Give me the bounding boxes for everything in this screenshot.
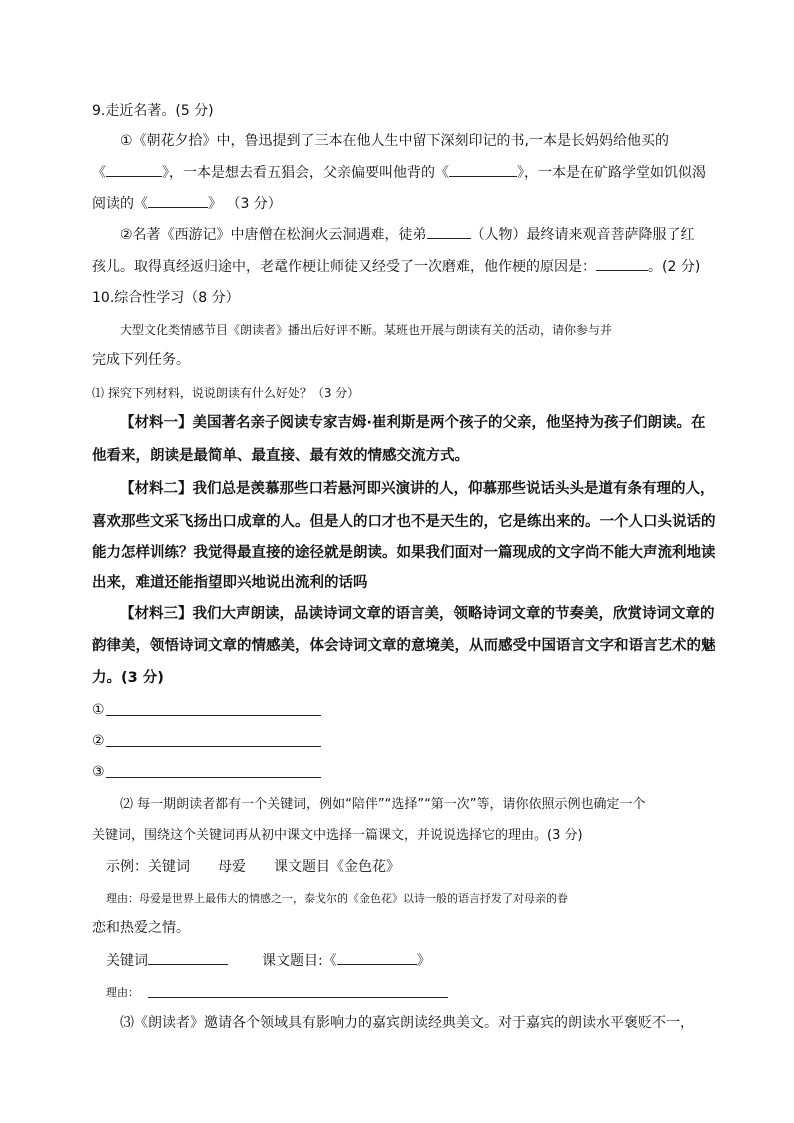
q10-sub2-line2: 关键词，围绕这个关键词再从初中课文中选择一篇课文，并说说选择它的理由。(3 分): [92, 828, 583, 843]
answer-line-3[interactable]: [106, 777, 321, 778]
q9-p1-line2-b: 》，一本是想去看五猖会，父亲偏要叫他背的《: [162, 165, 449, 181]
answer-mark-3: ③: [92, 764, 105, 780]
q9-p2-line1-a: ②名著《西游记》中唐僧在松涧火云洞遇难，徒弟: [120, 227, 427, 243]
answer-blank-book2[interactable]: [449, 162, 517, 177]
q9-heading: 9.走近名著。(5 分): [92, 103, 214, 119]
material1-line1: 【材料一】美国著名亲子阅读专家吉姆·崔利斯是两个孩子的父亲，他坚持为孩子们朗读。在: [120, 415, 706, 431]
q9-p1-line2-c: 》，一本是在矿路学堂如饥似渴: [517, 165, 706, 181]
material3-line2: 韵律美，领悟诗词文章的情感美，体会诗词文章的意境美，从而感受中国语言文字和语言艺术的魅: [92, 638, 716, 654]
q9-p1-line2-a: 《: [92, 165, 106, 181]
keyword-blank[interactable]: [148, 950, 228, 965]
reason-blank-line[interactable]: [148, 997, 448, 998]
reason-example-line1: 理由：母爱是世界上最伟大的情感之一，泰戈尔的《金色花》以诗一般的语言抒发了对母亲的眷: [106, 892, 568, 905]
title-row: [262, 950, 431, 971]
q9-p2-line1-b: （人物）最终请来观音菩萨降服了红: [470, 227, 695, 243]
q9-p1-line2: [92, 162, 706, 183]
q10-intro-line1: 大型文化类情感节目《朗读者》播出后好评不断。某班也开展与朗读有关的活动，请你参与并: [120, 323, 613, 337]
q9-p1-line3: [92, 193, 282, 214]
title-blank[interactable]: [337, 950, 417, 965]
answer-blank-reason[interactable]: [596, 256, 648, 271]
material3-line1: 【材料三】我们大声朗读，品读诗词文章的语言美，领略诗词文章的节奏美，欣赏诗词文章的: [120, 606, 715, 622]
keyword-row: [106, 950, 228, 971]
example-line: 示例：关键词 母爱 课文题目《金色花》: [106, 859, 400, 875]
answer-blank-book3[interactable]: [148, 193, 208, 208]
q10-heading: 10.综合性学习（8 分）: [92, 290, 240, 306]
material2-line1: 【材料二】我们总是羡慕那些口若悬河即兴演讲的人，仰慕那些说话头头是道有条有理的人，: [120, 481, 715, 497]
title-close: 》: [416, 953, 431, 969]
q9-p2-line2-b: 。(2 分): [648, 259, 701, 275]
answer-line-2[interactable]: [106, 746, 321, 747]
q10-sub3: ⑶《朗读者》邀请各个领域具有影响力的嘉宾朗读经典美文。对于嘉宾的朗读水平褒贬不一，: [120, 1015, 694, 1031]
q10-intro-line2: 完成下列任务。: [92, 352, 190, 368]
material3-line3: 力。(3 分): [92, 670, 164, 686]
keyword-label: 关键词: [106, 953, 148, 969]
material1-line2: 他看来，朗读是最简单、最直接、最有效的情感交流方式。: [92, 448, 469, 464]
q9-p2-line2: [92, 256, 700, 277]
q9-p1-line3-b: 》 （3 分）: [208, 196, 282, 212]
q9-p1-line1: ①《朝花夕拾》中，鲁迅提到了三本在他人生中留下深刻印记的书,一本是长妈妈给他买的: [120, 133, 669, 149]
q10-sub2-line1: ⑵ 每一期朗读者都有一个关键词，例如“陪伴”“选择”“第一次”等，请你依照示例也确定一个: [120, 797, 646, 812]
answer-mark-1: ①: [92, 702, 105, 718]
answer-blank-character[interactable]: [427, 224, 471, 239]
answer-line-1[interactable]: [106, 715, 321, 716]
q10-sub1: ⑴ 探究下列材料，说说朗读有什么好处？（3 分）: [92, 386, 360, 400]
material2-line3: 能力怎样训练？我觉得最直接的途径就是朗读。如果我们面对一篇现成的文字尚不能大声流利地读: [92, 545, 716, 561]
answer-blank-book1[interactable]: [106, 162, 162, 177]
reason-label: 理由：: [106, 986, 139, 999]
answer-mark-2: ②: [92, 733, 105, 749]
q9-p2-line2-a: 孩儿。取得真经返归途中，老鼋作梗让师徒又经受了一次磨难，他作梗的原因是：: [92, 259, 596, 275]
material2-line4: 出来，难道还能指望即兴地说出流利的话吗: [92, 575, 368, 591]
q9-p2-line1: [120, 224, 695, 245]
title-label: 课文题目:《: [262, 953, 337, 969]
material2-line2: 喜欢那些文采飞扬出口成章的人。但是人的口才也不是天生的，它是练出来的。一个人口头说话的: [92, 514, 716, 530]
reason-example-line2: 恋和热爱之情。: [92, 920, 190, 936]
q9-p1-line3-a: 阅读的《: [92, 196, 148, 212]
